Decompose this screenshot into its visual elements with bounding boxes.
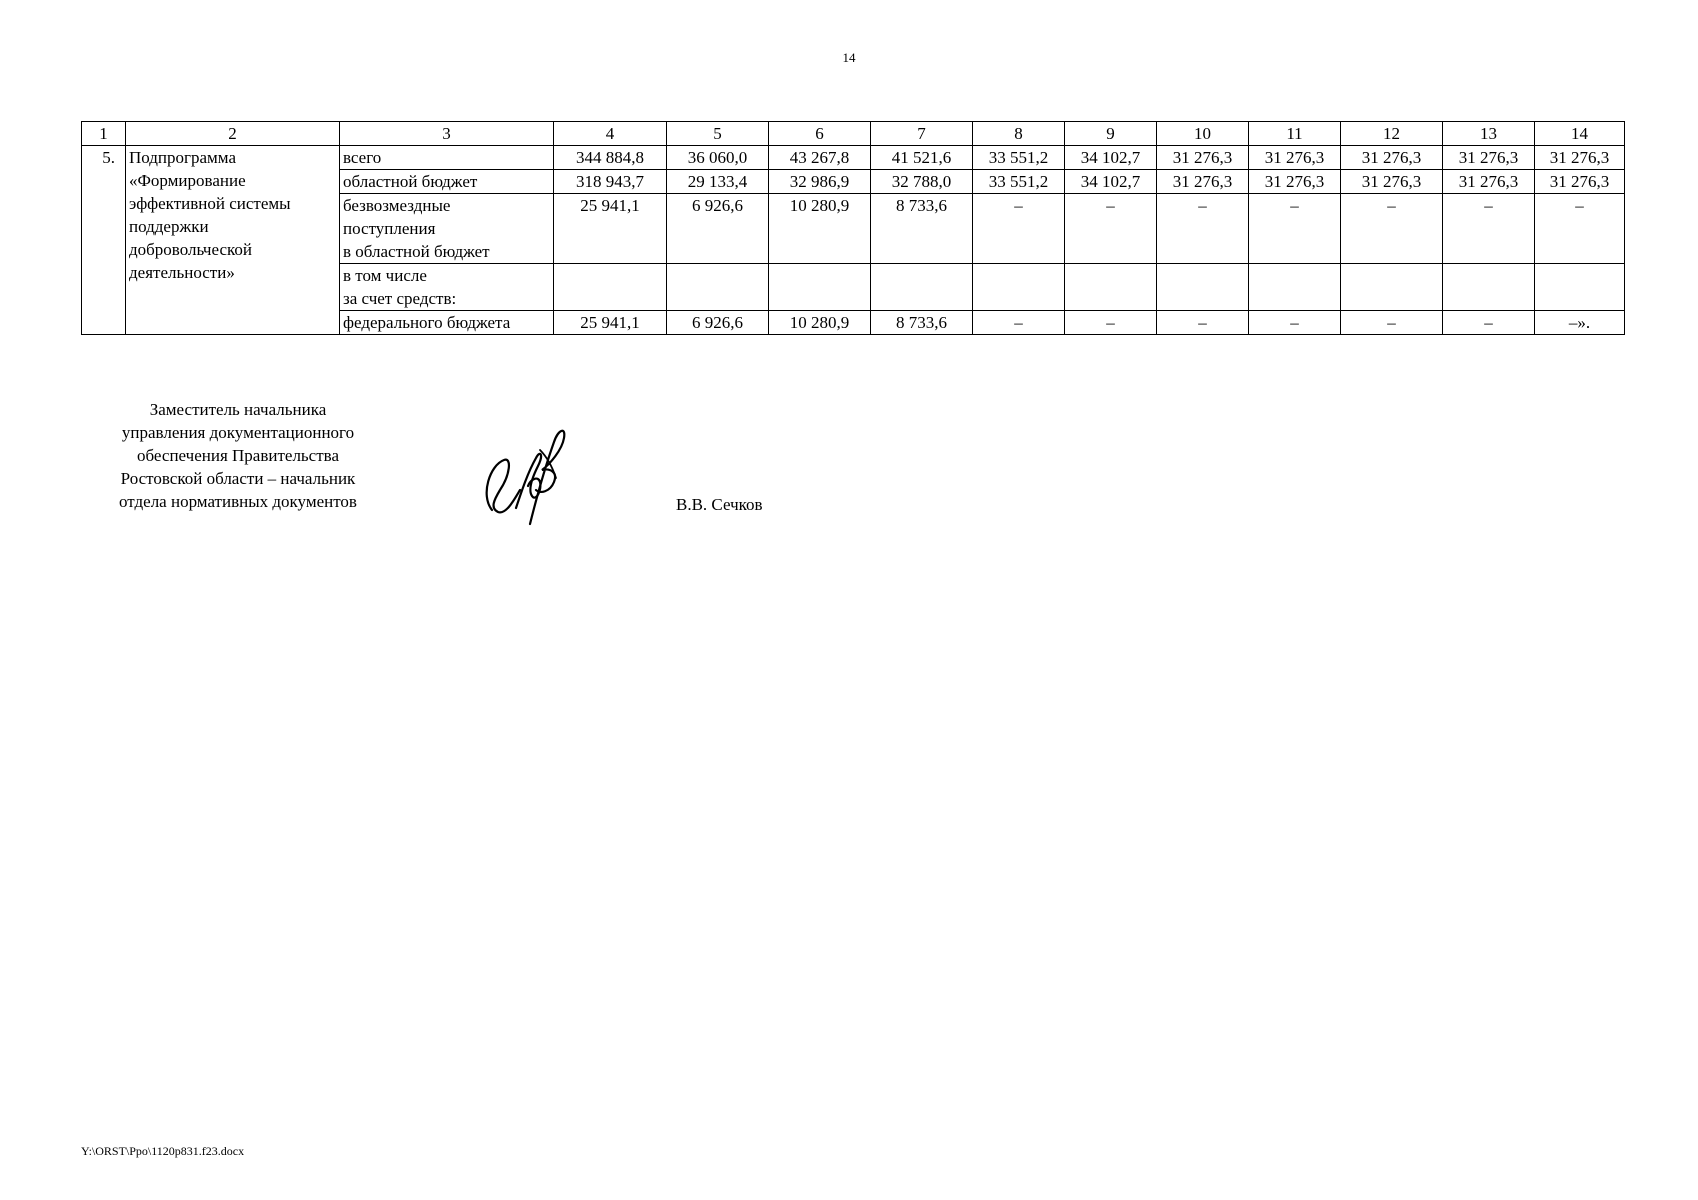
subprogram-name-line: «Формирование — [129, 171, 246, 190]
value-cell: – — [1249, 311, 1341, 335]
value-cell: 31 276,3 — [1443, 146, 1535, 170]
value-cell: 6 926,6 — [667, 194, 769, 264]
subprogram-name-line: Подпрограмма — [129, 148, 236, 167]
signer-name: В.В. Сечков — [676, 495, 763, 514]
value-cell — [554, 264, 667, 311]
signer-position-line: Заместитель начальника — [149, 400, 327, 419]
value-cell: 31 276,3 — [1157, 170, 1249, 194]
funding-source-line: областной бюджет — [343, 172, 478, 191]
value-cell: 31 276,3 — [1249, 170, 1341, 194]
header-cell: 3 — [340, 122, 554, 146]
value-cell: – — [1157, 311, 1249, 335]
signer-position-line: Ростовской области – начальник — [120, 469, 356, 488]
value-cell: 31 276,3 — [1341, 146, 1443, 170]
value-cell: 31 276,3 — [1535, 146, 1625, 170]
header-cell: 13 — [1443, 122, 1535, 146]
header-cell: 4 — [554, 122, 667, 146]
funding-source-line: федерального бюджета — [343, 313, 511, 332]
value-cell — [1341, 264, 1443, 311]
value-cell: 32 986,9 — [769, 170, 871, 194]
value-cell: – — [1443, 311, 1535, 335]
value-cell — [973, 264, 1065, 311]
value-cell: – — [973, 311, 1065, 335]
value-cell — [1157, 264, 1249, 311]
value-cell — [1535, 264, 1625, 311]
funding-source — [340, 194, 554, 264]
value-cell: 10 280,9 — [769, 194, 871, 264]
signer-position-line: отдела нормативных документов — [119, 492, 357, 511]
subprogram-name-line: поддержки — [129, 217, 209, 236]
funding-source — [340, 311, 554, 335]
funding-source — [340, 170, 554, 194]
value-cell: 34 102,7 — [1065, 146, 1157, 170]
header-cell: 7 — [871, 122, 973, 146]
header-cell: 2 — [126, 122, 340, 146]
value-cell — [667, 264, 769, 311]
value-cell: 31 276,3 — [1443, 170, 1535, 194]
value-cell: 33 551,2 — [973, 170, 1065, 194]
header-cell: 12 — [1341, 122, 1443, 146]
value-cell: – — [1341, 194, 1443, 264]
value-cell: – — [1157, 194, 1249, 264]
value-cell: 32 788,0 — [871, 170, 973, 194]
value-cell: –». — [1535, 311, 1625, 335]
value-cell: 8 733,6 — [871, 311, 973, 335]
signer-position-line: обеспечения Правительства — [137, 446, 339, 465]
funding-source-line: безвозмездные — [343, 196, 451, 215]
value-cell: 31 276,3 — [1157, 146, 1249, 170]
header-cell: 5 — [667, 122, 769, 146]
header-cell: 8 — [973, 122, 1065, 146]
budget-table — [81, 121, 1625, 335]
value-cell — [1443, 264, 1535, 311]
funding-source-line: в областной бюджет — [343, 242, 490, 261]
subprogram-name — [126, 146, 340, 335]
handwritten-signature — [470, 420, 580, 530]
value-cell: – — [973, 194, 1065, 264]
value-cell: 6 926,6 — [667, 311, 769, 335]
table-header-row — [82, 122, 1625, 146]
value-cell: 41 521,6 — [871, 146, 973, 170]
header-cell: 1 — [82, 122, 126, 146]
funding-source — [340, 146, 554, 170]
value-cell: 25 941,1 — [554, 311, 667, 335]
value-cell: – — [1535, 194, 1625, 264]
value-cell: 344 884,8 — [554, 146, 667, 170]
value-cell: – — [1443, 194, 1535, 264]
funding-source-line: всего — [343, 148, 382, 167]
value-cell — [1249, 264, 1341, 311]
value-cell: 29 133,4 — [667, 170, 769, 194]
page-number: 14 — [842, 50, 856, 65]
value-cell: 31 276,3 — [1249, 146, 1341, 170]
value-cell: 25 941,1 — [554, 194, 667, 264]
file-path: Y:\ORST\Ppo\1120p831.f23.docx — [81, 1144, 245, 1158]
header-cell: 10 — [1157, 122, 1249, 146]
value-cell: 43 267,8 — [769, 146, 871, 170]
value-cell: 318 943,7 — [554, 170, 667, 194]
value-cell: – — [1341, 311, 1443, 335]
value-cell: – — [1065, 194, 1157, 264]
value-cell — [871, 264, 973, 311]
funding-source-line: за счет средств: — [343, 289, 457, 308]
header-cell: 11 — [1249, 122, 1341, 146]
value-cell: – — [1065, 311, 1157, 335]
signer-position-line: управления документационного — [121, 423, 355, 442]
value-cell: – — [1249, 194, 1341, 264]
row-number: 5. — [82, 146, 126, 335]
header-cell: 6 — [769, 122, 871, 146]
value-cell: 10 280,9 — [769, 311, 871, 335]
value-cell — [1065, 264, 1157, 311]
header-cell: 9 — [1065, 122, 1157, 146]
value-cell: 36 060,0 — [667, 146, 769, 170]
value-cell: 8 733,6 — [871, 194, 973, 264]
value-cell: 34 102,7 — [1065, 170, 1157, 194]
funding-source-line: поступления — [343, 219, 436, 238]
table-row — [82, 146, 1625, 170]
value-cell — [769, 264, 871, 311]
subprogram-name-line: деятельности» — [129, 263, 235, 282]
funding-source-line: в том числе — [343, 266, 427, 285]
header-cell: 14 — [1535, 122, 1625, 146]
value-cell: 33 551,2 — [973, 146, 1065, 170]
signer-position — [88, 398, 388, 513]
value-cell: 31 276,3 — [1341, 170, 1443, 194]
subprogram-name-line: добровольческой — [129, 240, 252, 259]
funding-source — [340, 264, 554, 311]
value-cell: 31 276,3 — [1535, 170, 1625, 194]
subprogram-name-line: эффективной системы — [129, 194, 291, 213]
